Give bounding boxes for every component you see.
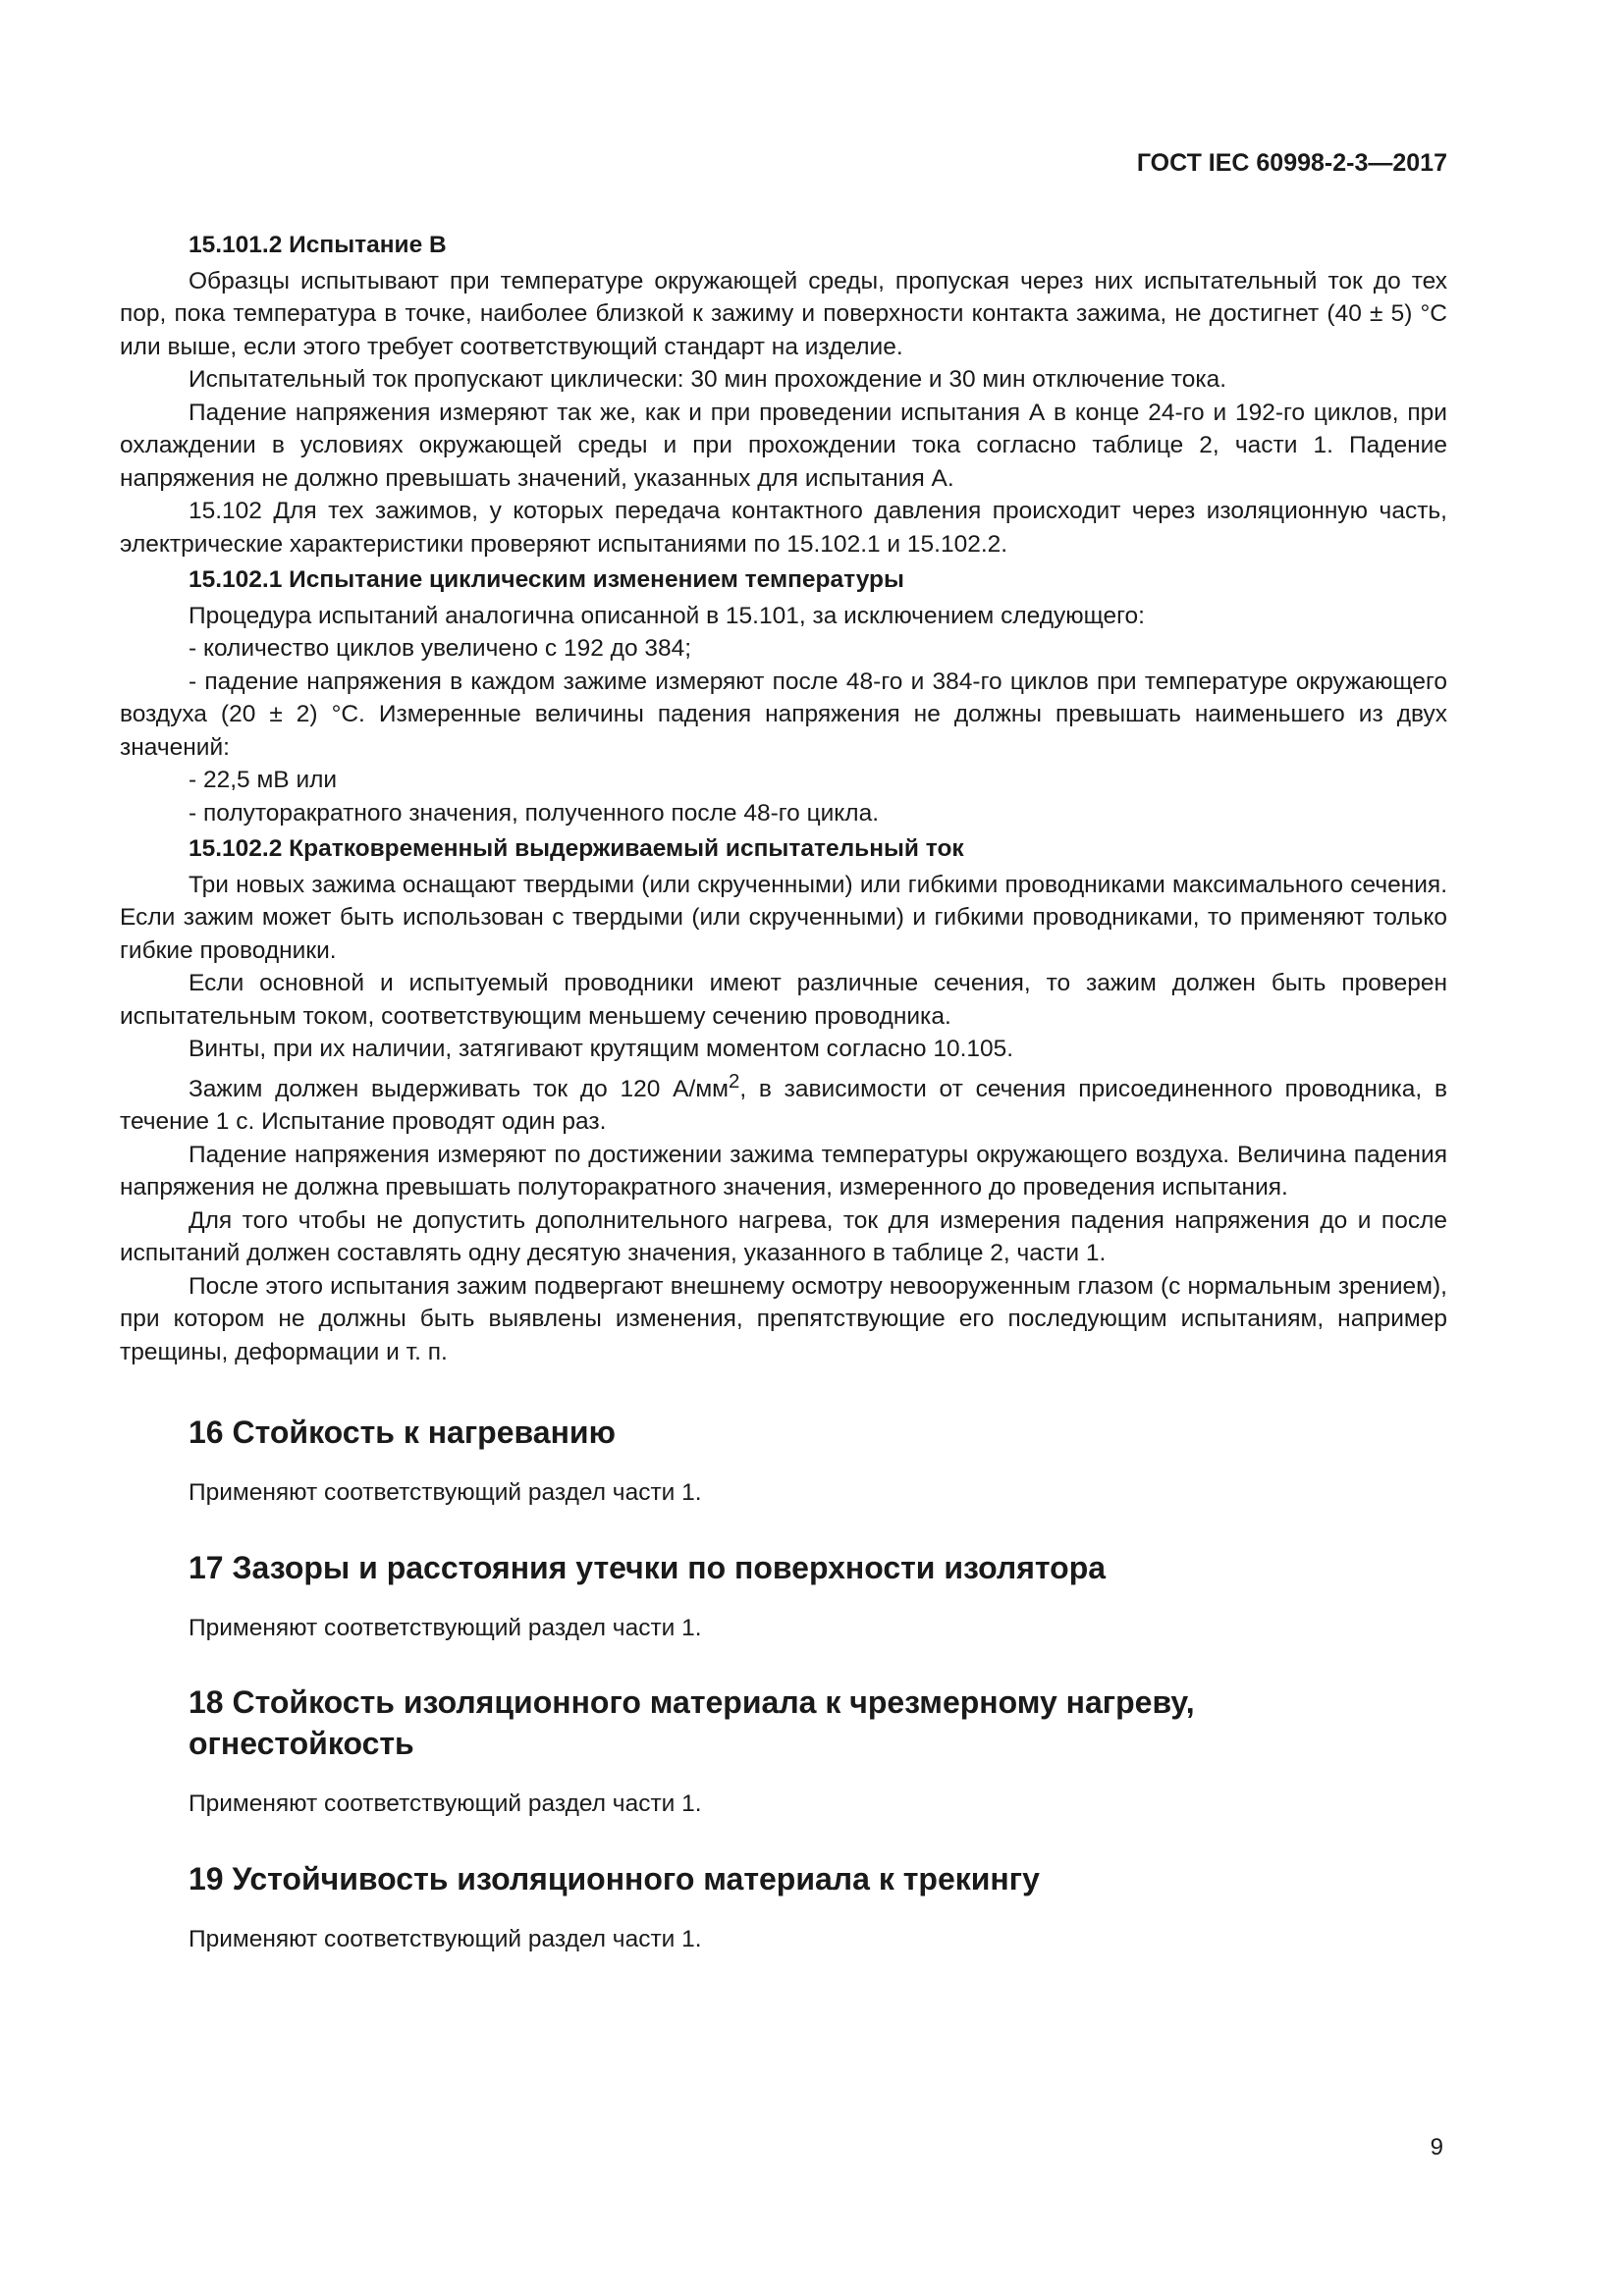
list-item: - количество циклов увеличено с 192 до 384;	[189, 635, 692, 662]
paragraph: Три новых зажима оснащают твердыми (или скрученными) или гибкими проводниками максимального сечения. Если зажим может быть использован с твердыми (или скрученными) и гибкими проводниками, то применяют только гибкие проводники.	[120, 871, 1447, 964]
section-19-body: Применяют соответствующий раздел части 1.	[189, 1925, 702, 1952]
section-15-102-2-title: 15.102.2 Кратковременный выдерживаемый испытательный ток	[189, 835, 964, 862]
paragraph: Образцы испытывают при температуре окружающей среды, пропуская через них испытательный ток до тех пор, пока температура в точке, наиболее близкой к зажиму и поверхности контакта зажима, не достигнет (40 ± 5) °C или выше, если этого требует соответствующий стандарт на изделие.	[120, 267, 1447, 360]
paragraph: Падение напряжения измеряют так же, как и при проведении испытания А в конце 24-го и 192-го циклов, при охлаждении в условиях окружающей среды и при прохождении тока согласно таблице 2, части 1. Падение напряжения не должно превышать значений, указанных для испытания А.	[120, 399, 1447, 492]
section-15-101-2-title: 15.101.2 Испытание B	[189, 232, 447, 258]
section-18-title	[120, 1682, 1447, 1764]
list-item: - 22,5 мВ или	[189, 767, 338, 793]
document-id: ГОСТ IEC 60998-2-3—2017	[1136, 149, 1447, 177]
section-19-title: 19 Устойчивость изоляционного материала к трекингу	[189, 1860, 1040, 1896]
list-item: - падение напряжения в каждом зажиме измеряют после 48-го и 384-го циклов при температуре окружающего воздуха (20 ± 2) °С. Измеренные величины падения напряжения не должны превышать наименьшего из двух значений:	[120, 667, 1447, 761]
section-17-body: Применяют соответствующий раздел части 1.	[189, 1614, 702, 1641]
paragraph: Испытательный ток пропускают циклически: 30 мин прохождение и 30 мин отключение тока.	[189, 366, 1227, 393]
text-fragment: Зажим должен выдерживать ток до 120 А/мм	[189, 1075, 730, 1102]
page-number: 9	[1430, 2134, 1443, 2161]
paragraph: Если основной и испытуемый проводники имеют различные сечения, то зажим должен быть проверен испытательным током, соответствующим меньшему сечению проводника.	[120, 970, 1447, 1030]
section-15-102-1-title: 15.102.1 Испытание циклическим изменением температуры	[189, 566, 904, 593]
paragraph: Для того чтобы не допустить дополнительного нагрева, ток для измерения падения напряжения до и после испытаний должен составлять одну десятую значения, указанного в таблице 2, части 1.	[120, 1206, 1447, 1267]
paragraph	[120, 1066, 1447, 1139]
superscript: 2	[729, 1070, 740, 1093]
section-16-title: 16 Стойкость к нагреванию	[189, 1415, 616, 1451]
paragraph: Падение напряжения измеряют по достижении зажима температуры окружающего воздуха. Величина падения напряжения не должна превышать полуторакратного значения, измеренного до проведения испытания.	[120, 1141, 1447, 1201]
paragraph: 15.102 Для тех зажимов, у которых передача контактного давления происходит через изоляционную часть, электрические характеристики проверяют испытаниями по 15.102.1 и 15.102.2.	[120, 498, 1447, 558]
paragraph: Процедура испытаний аналогична описанной в 15.101, за исключением следующего:	[189, 602, 1145, 629]
paragraph: После этого испытания зажим подвергают внешнему осмотру невооруженным глазом (с нормальным зрением), при котором не должны быть выявлены изменения, препятствующие его последующим испытаниям, например трещины, деформации и т. п.	[120, 1272, 1447, 1365]
text-fragment: , в зависимости от сечения присоединенного проводника, в течение 1 с. Испытание проводят один раз.	[120, 1075, 1447, 1136]
section-18-title-line1: 18 Стойкость изоляционного материала к чрезмерному нагреву,	[189, 1684, 1195, 1721]
paragraph: Винты, при их наличии, затягивают крутящим моментом согласно 10.105.	[189, 1036, 1014, 1062]
section-17-title: 17 Зазоры и расстояния утечки по поверхности изолятора	[189, 1549, 1107, 1585]
list-item: - полуторакратного значения, полученного после 48-го цикла.	[189, 799, 880, 827]
section-18-body: Применяют соответствующий раздел части 1.	[189, 1790, 702, 1818]
document-body	[120, 226, 1447, 1955]
section-16-body: Применяют соответствующий раздел части 1.	[189, 1479, 702, 1507]
section-18-title-line2: огнестойкость	[189, 1726, 414, 1762]
